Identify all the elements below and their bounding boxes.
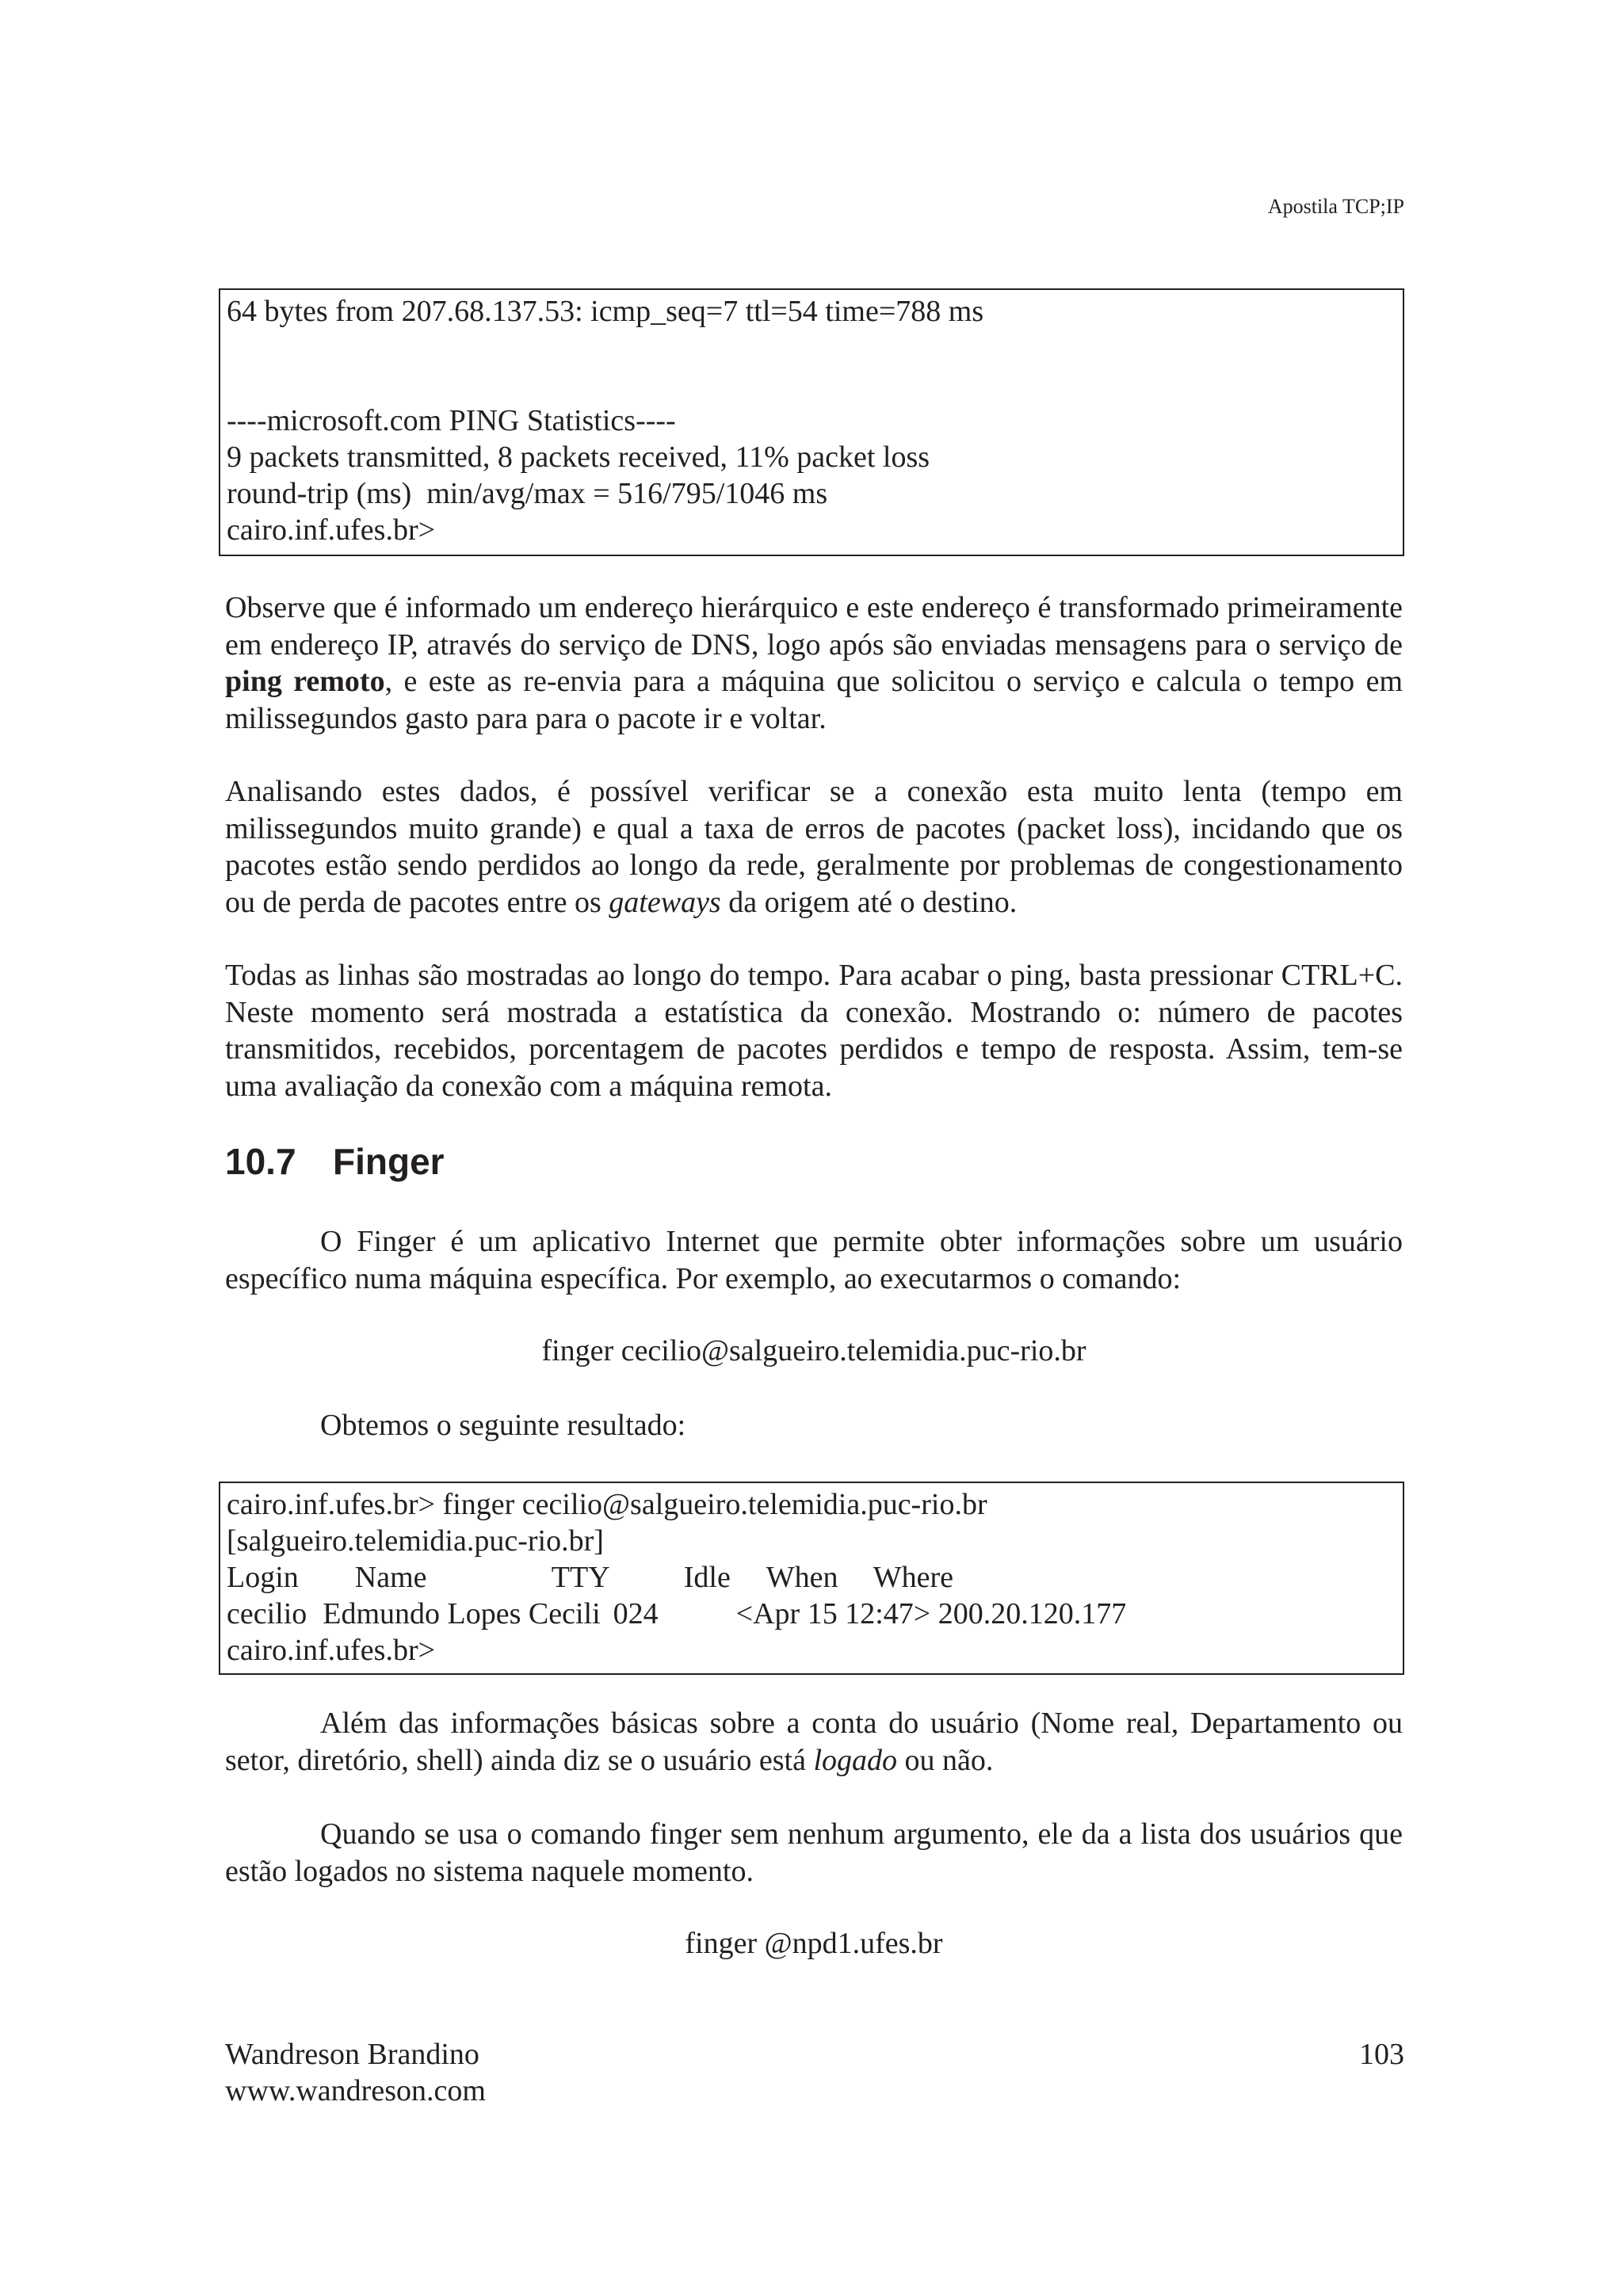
running-header: Apostila TCP;IP xyxy=(1267,195,1404,218)
column-header: Idle xyxy=(683,1561,731,1594)
ping-output-line: 9 packets transmitted, 8 packets received, 11% packet loss xyxy=(227,441,930,474)
ping-output-box xyxy=(219,288,1404,556)
paragraph-text: Além das informações básicas sobre a conta do usuário (Nome real, Departamento ou setor, diretório, shell) ainda diz se o usuário está xyxy=(225,1707,1403,1777)
paragraph-statistics: Todas as linhas são mostradas ao longo do tempo. Para acabar o ping, basta pressionar CTRL+C. Neste momento será mostrada a estatística da conexão. Mostrando o: número de pacotes transmitidos, recebidos, porcentagem de pacotes perdidos e tempo de resposta. Assim, tem-se uma avaliação da conexão com a máquina remota. xyxy=(225,959,1403,1103)
paragraph-text: da origem até o destino. xyxy=(720,885,1018,919)
column-header: Login xyxy=(227,1561,299,1594)
ping-output-line xyxy=(227,330,1403,366)
italic-term: gateways xyxy=(609,885,721,919)
finger-result-table xyxy=(227,1559,953,1596)
paragraph-ping-explanation xyxy=(225,589,1403,737)
section-number: 10.7 xyxy=(225,1141,296,1182)
bold-term: ping remoto xyxy=(225,665,385,698)
page-number: 103 xyxy=(1359,2038,1404,2071)
footer-author: Wandreson Brandino xyxy=(225,2038,479,2071)
command-example: finger cecilio@salgueiro.telemidia.puc-rio.br xyxy=(541,1334,1086,1367)
paragraph-text: Analisando estes dados, é possível verificar se a conexão esta muito lenta (tempo em milissegundos muito grande) e qual a taxa de erros de pacotes (packet loss), incidando que os pacotes estão sendo perdidos ao longo da rede, geralmente por problemas de congestionamento ou de perda de pacotes entre os xyxy=(225,775,1403,919)
ping-output-line xyxy=(227,366,1403,402)
finger-host-line: [salgueiro.telemidia.puc-rio.br] xyxy=(227,1524,604,1558)
section-heading xyxy=(225,1139,445,1184)
footer-website: www.wandreson.com xyxy=(225,2074,486,2107)
ping-output-line: ----microsoft.com PING Statistics---- xyxy=(227,404,676,437)
paragraph-finger-intro: O Finger é um aplicativo Internet que permite obter informações sobre um usuário específico numa máquina específica. Por exemplo, ao executarmos o comando: xyxy=(225,1225,1403,1295)
section-title: Finger xyxy=(333,1141,445,1182)
column-header: When xyxy=(766,1561,838,1594)
paragraph-text: , e este as re-envia para a máquina que solicitou o serviço e calcula o tempo em milissegundos gasto para para o pacote ir e voltar. xyxy=(225,665,1403,735)
paragraph-finger-no-args: Quando se usa o comando finger sem nenhum argumento, ele da a lista dos usuários que estão logados no sistema naquele momento. xyxy=(225,1817,1403,1888)
ping-output-line: 64 bytes from 207.68.137.53: icmp_seq=7 ttl=54 time=788 ms xyxy=(227,295,984,328)
finger-output-box xyxy=(219,1482,1404,1675)
finger-command-line: cairo.inf.ufes.br> finger cecilio@salgueiro.telemidia.puc-rio.br xyxy=(227,1488,987,1521)
cell-when-where: <Apr 15 12:47> 200.20.120.177 xyxy=(735,1597,1127,1630)
column-header: TTY xyxy=(551,1561,610,1594)
cell-name: Edmundo Lopes Cecili xyxy=(323,1597,601,1630)
italic-term: logado xyxy=(813,1743,897,1777)
finger-prompt-line: cairo.inf.ufes.br> xyxy=(227,1634,436,1667)
footer-author-block xyxy=(225,2036,486,2109)
result-intro: Obtemos o seguinte resultado: xyxy=(320,1409,686,1442)
column-header: Name xyxy=(354,1561,427,1594)
column-header: Where xyxy=(873,1561,954,1594)
paragraph-text: ou não. xyxy=(897,1743,994,1777)
table-header-row xyxy=(227,1559,953,1596)
table-row xyxy=(227,1596,1403,1632)
paragraph-analysis xyxy=(225,773,1403,921)
cell-tty: 024 xyxy=(613,1597,659,1630)
paragraph-text: Observe que é informado um endereço hierárquico e este endereço é transformado primeiramente em endereço IP, através do serviço de DNS, logo após são enviadas mensagens para o serviço de xyxy=(225,591,1403,662)
ping-output-line: round-trip (ms) min/avg/max = 516/795/1046 ms xyxy=(227,477,828,510)
paragraph-finger-info xyxy=(225,1705,1403,1779)
ping-output-line: cairo.inf.ufes.br> xyxy=(227,513,436,547)
cell-login: cecilio xyxy=(227,1597,307,1630)
command-example-2: finger @npd1.ufes.br xyxy=(685,1927,943,1960)
